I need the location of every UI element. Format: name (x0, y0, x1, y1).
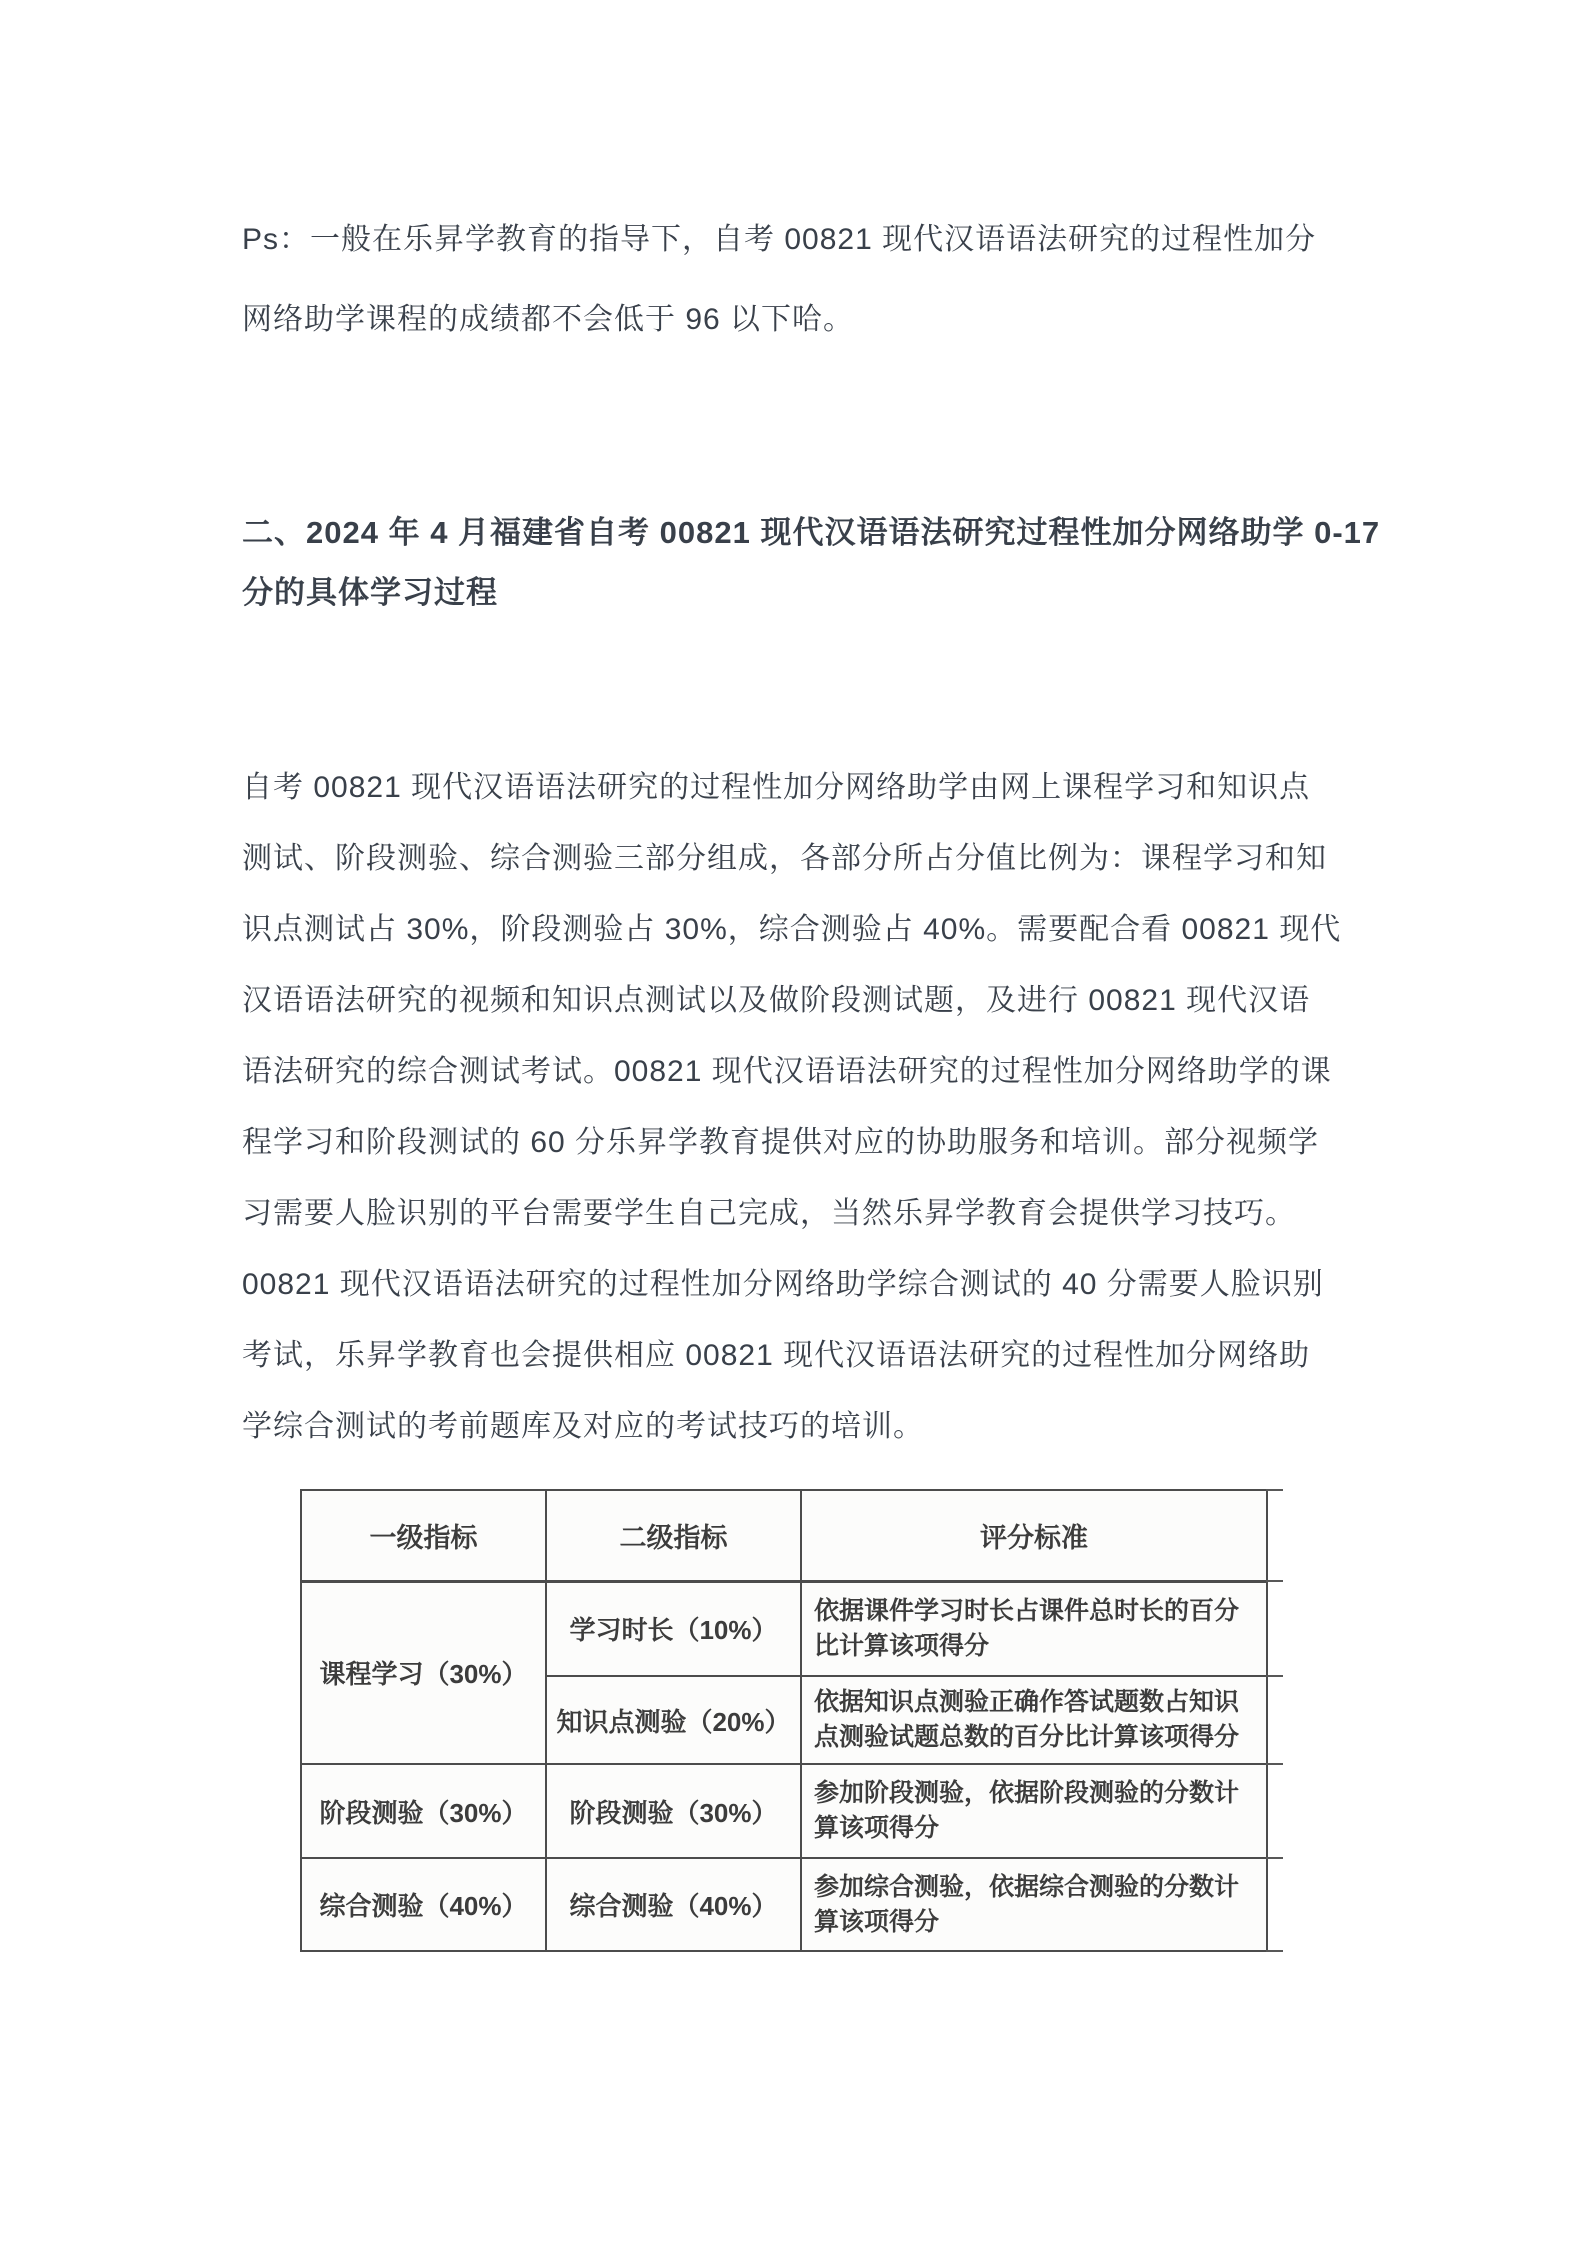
table-header-row (301, 1490, 1267, 1581)
table-header-cell: 二级指标 (546, 1490, 801, 1581)
text-line: 学综合测试的考前题库及对应的考试技巧的培训。 (242, 1410, 924, 1443)
table-cell: 阶段测验（30%） (546, 1764, 801, 1858)
table-cell: 知识点测验（20%） (546, 1676, 801, 1764)
paragraph-body (242, 752, 1341, 1462)
table-row (301, 1764, 1267, 1858)
table-cell: 阶段测验（30%） (301, 1764, 546, 1858)
heading-line: 分的具体学习过程 (242, 575, 498, 610)
text-line: 程学习和阶段测试的 60 分乐昇学教育提供对应的协助服务和培训。部分视频学 (242, 1126, 1320, 1159)
table-cell: 依据课件学习时长占课件总时长的百分比计算该项得分 (801, 1581, 1267, 1676)
table-row (301, 1858, 1267, 1951)
table-cell: 学习时长（10%） (546, 1581, 801, 1676)
text-line: 自考 00821 现代汉语语法研究的过程性加分网络助学由网上课程学习和知识点 (242, 771, 1311, 804)
text-line: Ps：一般在乐昇学教育的指导下，自考 00821 现代汉语语法研究的过程性加分 (242, 223, 1317, 256)
table-cell: 综合测验（40%） (301, 1858, 546, 1951)
heading-line: 二、2024 年 4 月福建省自考 00821 现代汉语语法研究过程性加分网络助学 0-17 (242, 515, 1381, 550)
table-header-cell: 一级指标 (301, 1490, 546, 1581)
section-heading (242, 503, 1380, 623)
text-line: 考试，乐昇学教育也会提供相应 00821 现代汉语语法研究的过程性加分网络助 (242, 1339, 1311, 1372)
table-cell: 参加阶段测验，依据阶段测验的分数计算该项得分 (801, 1764, 1267, 1858)
text-line: 网络助学课程的成绩都不会低于 96 以下哈。 (242, 303, 855, 336)
text-line: 汉语语法研究的视频和知识点测试以及做阶段测试题，及进行 00821 现代汉语 (242, 984, 1311, 1017)
table-header-cell: 评分标准 (801, 1490, 1267, 1581)
text-line: 识点测试占 30%，阶段测验占 30%，综合测验占 40%。需要配合看 00821 现代 (242, 913, 1342, 946)
table-cell: 依据知识点测验正确作答试题数占知识点测验试题总数的百分比计算该项得分 (801, 1676, 1267, 1764)
table-cell: 课程学习（30%） (301, 1581, 546, 1764)
text-line: 测试、阶段测验、综合测验三部分组成，各部分所占分值比例为：课程学习和知 (242, 842, 1327, 875)
text-line: 00821 现代汉语语法研究的过程性加分网络助学综合测试的 40 分需要人脸识别 (242, 1268, 1324, 1301)
table-cell: 综合测验（40%） (546, 1858, 801, 1951)
text-line: 习需要人脸识别的平台需要学生自己完成，当然乐昇学教育会提供学习技巧。 (242, 1197, 1296, 1230)
paragraph-ps (242, 200, 1316, 360)
table-cell: 参加综合测验，依据综合测验的分数计算该项得分 (801, 1858, 1267, 1951)
scoring-criteria-table (300, 1489, 1268, 1952)
scoring-table (300, 1489, 1268, 1952)
text-line: 语法研究的综合测试考试。00821 现代汉语语法研究的过程性加分网络助学的课 (242, 1055, 1332, 1088)
table-row (301, 1581, 1267, 1676)
